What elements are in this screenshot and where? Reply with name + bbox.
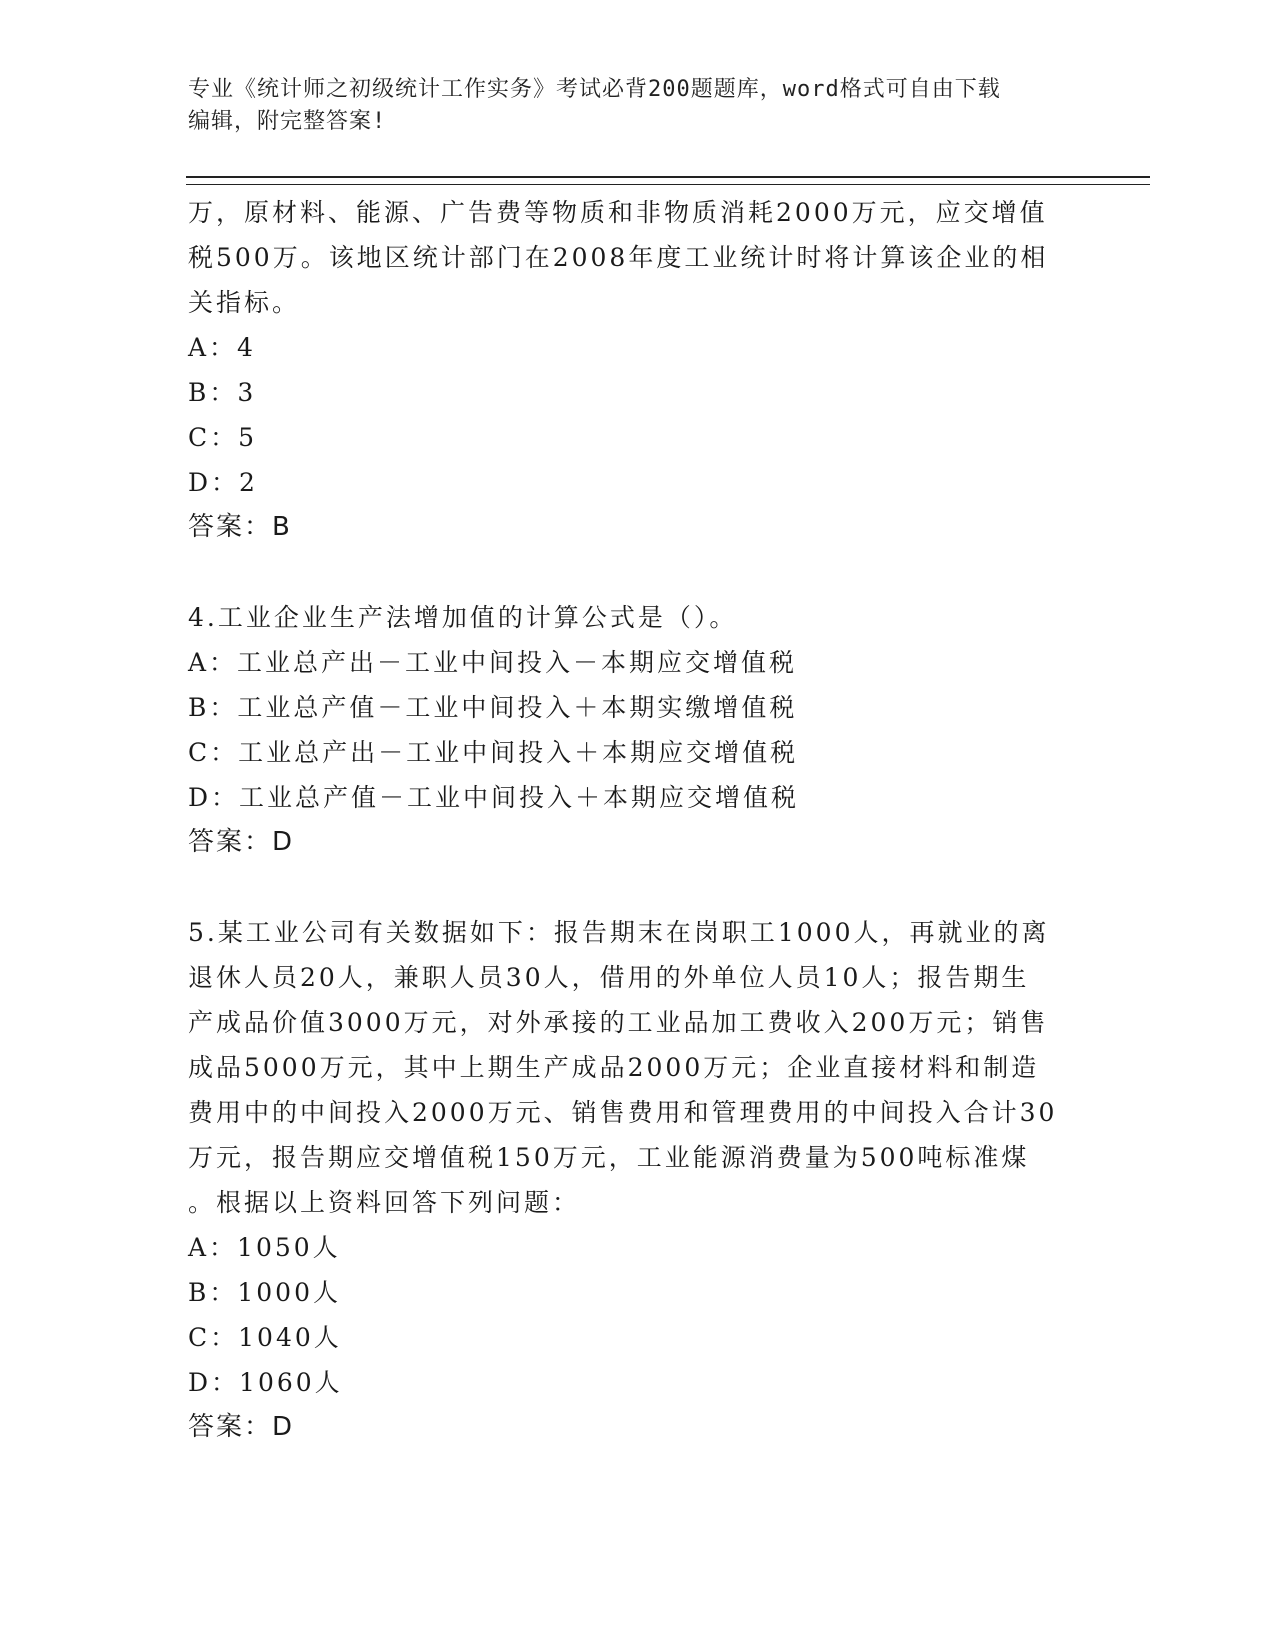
question-text-line: 退休人员20人，兼职人员30人，借用的外单位人员10人；报告期生 — [188, 963, 1030, 992]
question-gap — [188, 550, 1088, 595]
question-text-line: 税500万。该地区统计部门在2008年度工业统计时将计算该企业的相 — [188, 243, 1049, 272]
option-c: C：1040人 — [188, 1323, 342, 1352]
question-text-line: 。根据以上资料回答下列问题： — [188, 1188, 581, 1217]
option-b: B：工业总产值－工业中间投入＋本期实缴增值税 — [188, 693, 798, 722]
question-list — [188, 190, 1088, 1450]
question-text-line: 万元，报告期应交增值税150万元，工业能源消费量为500吨标准煤 — [188, 1143, 1030, 1172]
option-a: A：工业总产出－工业中间投入－本期应交增值税 — [188, 648, 798, 677]
option-c: C：工业总产出－工业中间投入＋本期应交增值税 — [188, 738, 799, 767]
question-block-4 — [188, 595, 1088, 865]
question-gap — [188, 865, 1088, 910]
option-d: D：工业总产值－工业中间投入＋本期应交增值税 — [188, 783, 800, 812]
header-divider — [186, 176, 1150, 185]
question-text-line: 产成品价值3000万元，对外承接的工业品加工费收入200万元；销售 — [188, 1008, 1049, 1037]
question-text-line: 费用中的中间投入2000万元、销售费用和管理费用的中间投入合计30 — [188, 1098, 1058, 1127]
answer-line: 答案：D — [188, 827, 295, 857]
option-c: C：5 — [188, 423, 258, 452]
option-b: B：3 — [188, 378, 257, 407]
question-text-line: 5.某工业公司有关数据如下：报告期末在岗职工1000人，再就业的离 — [188, 918, 1050, 947]
option-d: D：2 — [188, 468, 258, 497]
question-text-line: 4.工业企业生产法增加值的计算公式是（）。 — [188, 603, 738, 632]
option-a: A：1050人 — [188, 1233, 341, 1262]
question-block-3 — [188, 190, 1088, 550]
answer-line: 答案：D — [188, 1412, 295, 1442]
option-d: D：1060人 — [188, 1368, 343, 1397]
option-b: B：1000人 — [188, 1278, 341, 1307]
question-block-5 — [188, 910, 1088, 1450]
document-header — [188, 74, 1068, 138]
header-line-1: 专业《统计师之初级统计工作实务》考试必背200题题库，word格式可自由下载 — [188, 77, 1001, 102]
question-text-line: 关指标。 — [188, 288, 301, 317]
question-text-line: 成品5000万元，其中上期生产成品2000万元；企业直接材料和制造 — [188, 1053, 1040, 1082]
answer-line: 答案：B — [188, 512, 292, 542]
header-line-2: 编辑，附完整答案! — [188, 109, 387, 134]
option-a: A：4 — [188, 333, 256, 362]
question-text-line: 万，原材料、能源、广告费等物质和非物质消耗2000万元，应交增值 — [188, 198, 1048, 227]
